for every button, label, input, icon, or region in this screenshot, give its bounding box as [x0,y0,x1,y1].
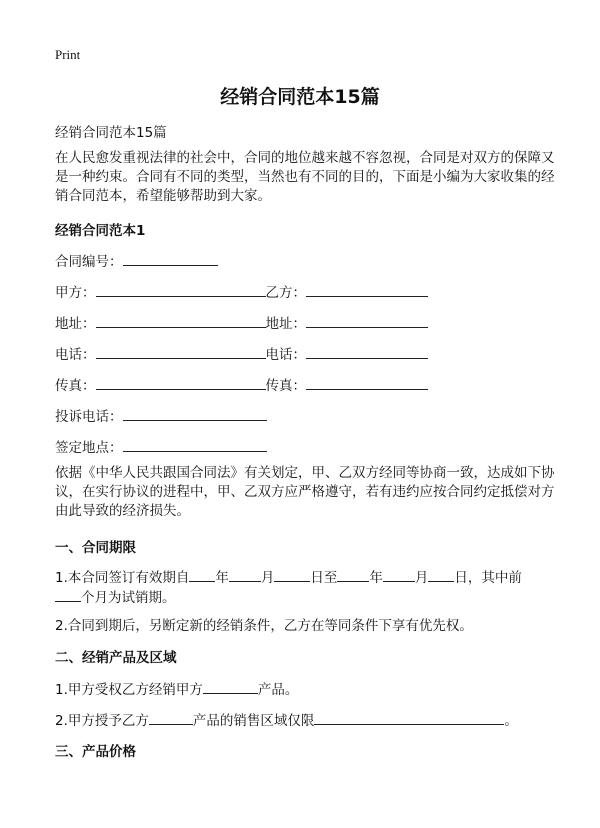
blank [149,710,193,725]
address-row [55,312,428,332]
text: 2.甲方授予乙方 [55,713,149,729]
blank [203,679,258,694]
party-row [55,281,428,301]
product-clause-2 [55,709,518,729]
party-a-label: 甲方： [55,285,96,301]
text: 日，其中前 [454,570,522,586]
blank [274,567,310,582]
blank [314,710,504,725]
phone-a-blank [96,344,266,359]
text: 。 [504,713,518,729]
intro-paragraph: 在人民愈发重视法律的社会中，合同的地位越来越不容忽视，合同是对双方的保障又是一种约束。合同有不同的类型，当然也有不同的目的，下面是小编为大家收集的经销合同范本，希望能够帮助到大家。 [55,150,555,204]
fax-a-blank [96,375,266,390]
address-a-label: 地址： [55,316,96,332]
subtitle: 经销合同范本15篇 [55,125,167,141]
blank [428,567,454,582]
blank [229,567,261,582]
document-title: 经销合同范本15篇 [220,86,380,108]
text: 产品的销售区域仅限 [192,713,315,729]
phone-a-label: 电话： [55,347,96,363]
fax-a-label: 传真： [55,378,96,394]
blank [189,567,215,582]
heading-price: 三、产品价格 [55,744,136,760]
complaint-phone-blank [123,406,267,421]
address-a-blank [96,313,266,328]
section-heading: 经销合同范本1 [55,223,146,239]
blank [383,567,415,582]
text: 产品。 [257,682,299,698]
text: 个月为试销期。 [81,590,176,606]
contract-no-blank [123,251,218,266]
text: 日至 [310,570,338,586]
complaint-phone-row [55,405,267,425]
contract-no-row [55,250,218,270]
contract-no-label: 合同编号： [55,254,123,270]
text: 年 [369,570,383,586]
fax-b-blank [306,375,428,390]
complaint-phone-label: 投诉电话： [55,409,123,425]
fax-row [55,374,428,394]
sign-place-row [55,436,267,456]
fax-b-label: 传真： [265,378,306,394]
print-link[interactable]: Print [55,47,81,62]
sign-place-blank [123,437,267,452]
phone-b-label: 电话： [265,347,306,363]
party-b-blank [306,282,428,297]
text: 月 [414,570,429,586]
basis-paragraph: 依据《中华人民共跟国合同法》有关划定，甲、乙双方经同等协商一致，达成如下协议，在实行协议的进程中，甲、乙双方应严格遵守，若有违约应按合同约定抵偿对方由此导致的经济损失。 [55,465,555,519]
party-a-blank [96,282,266,297]
text: 1.甲方受权乙方经销甲方 [55,682,203,698]
product-clause-1 [55,678,298,698]
blank [55,587,81,602]
heading-term: 一、合同期限 [55,540,136,556]
address-b-label: 地址： [265,316,306,332]
term-clause-1 [55,567,555,607]
party-b-label: 乙方： [265,285,306,301]
phone-row [55,343,428,363]
sign-place-label: 签定地点： [55,440,123,456]
text: 年 [215,570,229,586]
phone-b-blank [306,344,428,359]
heading-products: 二、经销产品及区域 [55,650,177,666]
text: 1.本合同签订有效期自 [55,570,190,586]
text: 月 [260,570,275,586]
term-clause-2: 2.合同到期后，另断定新的经销条件，乙方在等同条件下享有优先权。 [55,618,473,634]
address-b-blank [306,313,428,328]
blank [337,567,369,582]
